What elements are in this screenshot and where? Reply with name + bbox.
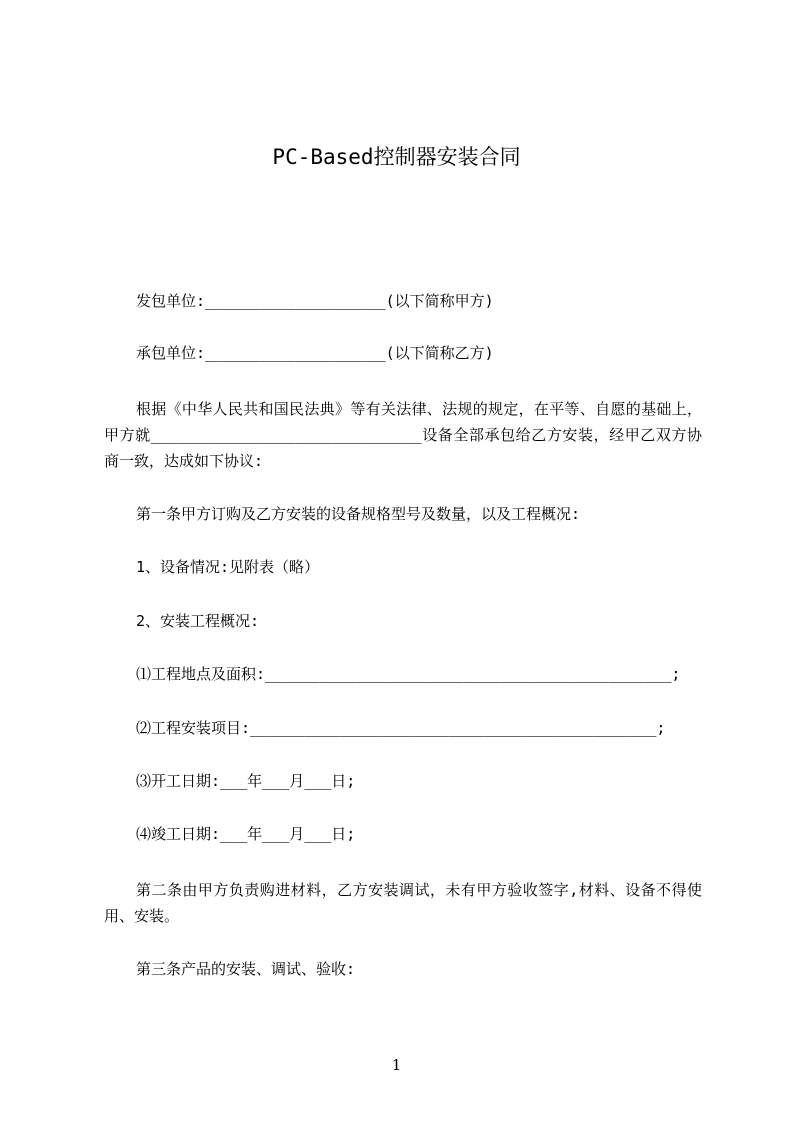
article-2-paragraph: 第二条由甲方负责购进材料，乙方安装调试，未有甲方验收签字,材料、设备不得使用、安装。 xyxy=(104,881,702,925)
sub-item-location: ⑴工程地点及面积:_____________________________________________; xyxy=(136,665,681,683)
sub-item-completion-date: ⑷竣工日期:___年___月___日; xyxy=(136,825,356,843)
item-2-overview: 2、安装工程概况: xyxy=(136,612,260,630)
sub-item-projects: ⑵工程安装项目:_____________________________________________; xyxy=(136,719,666,737)
article-3-heading: 第三条产品的安装、调试、验收: xyxy=(136,960,356,978)
party-b-line: 承包单位:____________________(以下简称乙方) xyxy=(136,344,494,362)
sub-item-start-date: ⑶开工日期:___年___月___日; xyxy=(136,772,356,790)
article-1-heading: 第一条甲方订购及乙方安装的设备规格型号及数量，以及工程概况: xyxy=(136,505,581,523)
contract-title: PC-Based控制器安装合同 xyxy=(272,145,521,169)
item-1-equipment: 1、设备情况:见附表（略） xyxy=(136,558,320,576)
page-number: 1 xyxy=(391,1056,402,1074)
preamble-paragraph: 根据《中华人民共和国民法典》等有关法律、法规的规定，在平等、自愿的基础上，甲方就______________________________设备全部承包给乙方安装，经甲乙双方协商一致，达成如下协议: xyxy=(104,400,702,470)
party-a-line: 发包单位:____________________(以下简称甲方) xyxy=(136,292,494,310)
